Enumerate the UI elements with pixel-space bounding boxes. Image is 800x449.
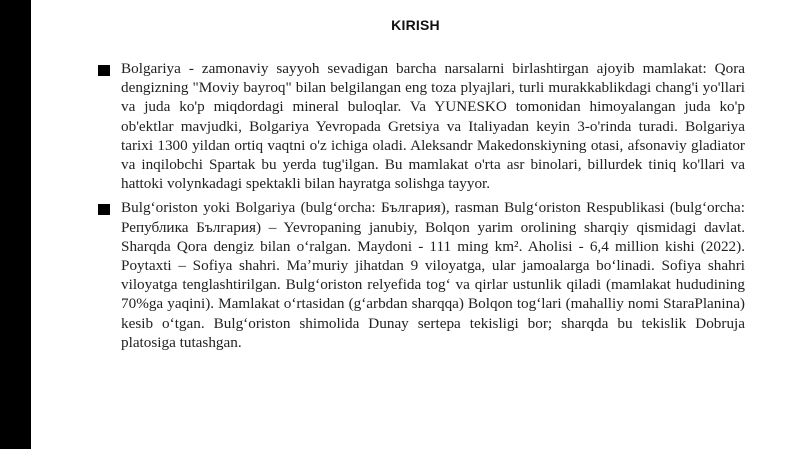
slide xyxy=(31,0,800,449)
bullet-item xyxy=(98,198,745,352)
square-bullet-icon xyxy=(98,65,110,76)
square-bullet-icon xyxy=(98,204,110,215)
bullet-item xyxy=(98,59,745,193)
paragraph-bulgaria-geography: Bulg‘oriston yoki Bolgariya (bulg‘orcha: България), rasman Bulg‘oriston Respublikasi (bulg‘orcha: Република България) – Yevropaning janubiy, Bolqon yarim orolining sharqiy qismidagi davlat. Sharqda Qora dengiz bilan oʻralgan. Maydoni - 111 ming km². Aholisi - 6,4 million kishi (2022). Poytaxti – Sofiya shahri. Maʼmuriy jihatdan 9 viloyatga, ular jamoalarga bo‘linadi. Sofiya shahri viloyatga tenglashtirilgan. Bulg‘oriston relyefida tog‘ va qirlar ustunlik qiladi (mamlakat hududining 70%ga yaqini). Mamlakat oʻrtasidan (gʻarbdan sharqqa) Bolqon togʻlari (mahalliy nomi StaraPlanina) kesib oʻtgan. Bulgʻoriston shimolida Dunay sertepa tekisligi bor; sharqda bu tekislik Dobruja platosiga tutashgan. xyxy=(121,199,745,351)
paragraph-bulgaria-tourism: Bolgariya - zamonaviy sayyoh sevadigan barcha narsalarni birlashtirgan ajoyib mamlakat: Qora dengizning "Moviy bayroq" bilan belgilangan eng toza plyajlari, turli murakkablikdagi chang'i yo'llari va juda ko'p miqdordagi mineral buloqlar. Va YUNESKO tomonidan himoyalangan juda ko'p ob'ektlar mavjudki, Bolgariya Yevropada Gretsiya va Italiyadan keyin 3-o'rinda turadi. Bolgariya tarixi 1300 yildan ortiq vaqtni o'z ichiga oladi. Aleksandr Makedonskiyning otasi, afsonaviy gladiator va inqilobchi Spartak bu yerda tug'ilgan. Bu mamlakat o'rta asr binolari, billurdek tiniq ko'llari va hattoki volynkadagi spektakli bilan hayratga solishga tayyor. xyxy=(121,60,745,193)
left-accent-bar xyxy=(0,0,31,449)
slide-title: KIRISH xyxy=(391,17,440,33)
slide-content xyxy=(98,59,745,352)
